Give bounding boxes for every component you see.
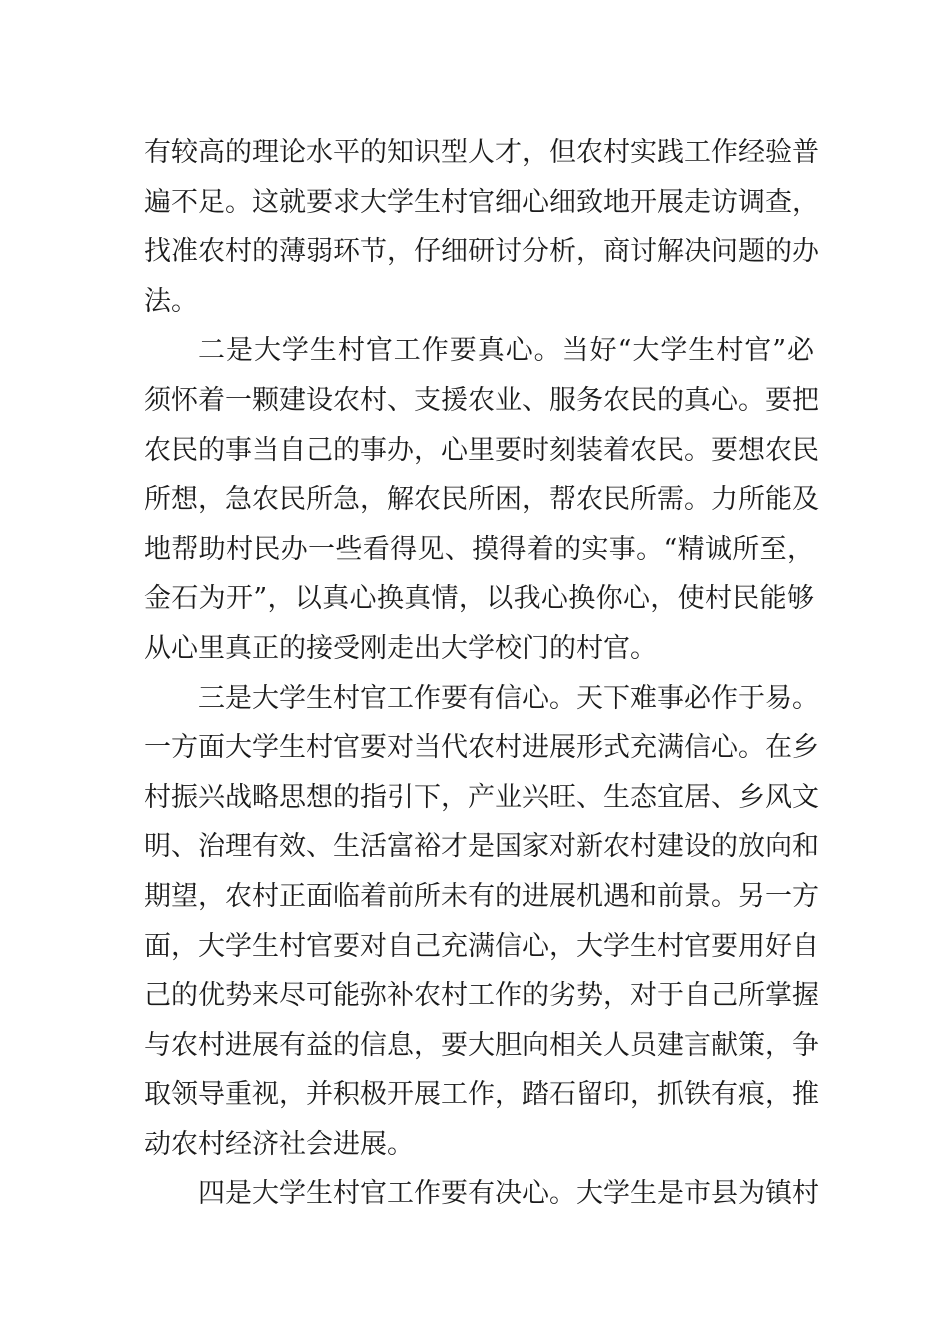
text-line: 有较高的理论水平的知识型人才，但农村实践工作经验普 bbox=[144, 137, 819, 168]
body-text bbox=[144, 128, 819, 1219]
text-line: 金石为开”，以真心换真情，以我心换你心，使村民能够 bbox=[144, 583, 814, 615]
text-line: 一方面大学生村官要对当代农村进展形式充满信心。在乡 bbox=[144, 732, 819, 764]
paragraph-start-line: 四是大学生村官工作要有决心。大学生是市县为镇村 bbox=[198, 1178, 819, 1210]
text-line: 期望，农村正面临着前所未有的进展机遇和前景。另一方 bbox=[144, 880, 819, 912]
text-line: 明、治理有效、生活富裕才是国家对新农村建设的放向和 bbox=[144, 831, 819, 863]
text-line: 地帮助村民办一些看得见、摸得着的实事。“精诚所至， bbox=[144, 533, 814, 565]
text-line: 动农村经济社会进展。 bbox=[144, 1128, 414, 1160]
text-line: 法。 bbox=[144, 285, 198, 317]
text-line: 面，大学生村官要对自己充满信心，大学生村官要用好自 bbox=[144, 930, 819, 962]
text-line: 农民的事当自己的事办，心里要时刻装着农民。要想农民 bbox=[144, 434, 819, 466]
text-line: 从心里真正的接受刚走出大学校门的村官。 bbox=[144, 632, 657, 664]
text-line: 与农村进展有益的信息，要大胆向相关人员建言献策，争 bbox=[144, 1029, 819, 1061]
text-line: 所想，急农民所急，解农民所困，帮农民所需。力所能及 bbox=[144, 484, 819, 516]
paragraph-start-line: 三是大学生村官工作要有信心。天下难事必作于易。 bbox=[198, 682, 819, 714]
text-line: 己的优势来尽可能弥补农村工作的劣势，对于自己所掌握 bbox=[144, 980, 819, 1012]
text-line: 村振兴战略思想的指引下，产业兴旺、生态宜居、乡风文 bbox=[144, 781, 819, 813]
text-line: 找准农村的薄弱环节，仔细研讨分析，商讨解决问题的办 bbox=[144, 236, 819, 268]
text-line: 遍不足。这就要求大学生村官细心细致地开展走访调查， bbox=[144, 186, 819, 218]
text-line: 须怀着一颗建设农村、支援农业、服务农民的真心。要把 bbox=[144, 384, 819, 416]
paragraph-start-line: 二是大学生村官工作要真心。当好“大学生村官”必 bbox=[198, 335, 814, 367]
text-line: 取领导重视，并积极开展工作，踏石留印，抓铁有痕，推 bbox=[144, 1079, 819, 1111]
